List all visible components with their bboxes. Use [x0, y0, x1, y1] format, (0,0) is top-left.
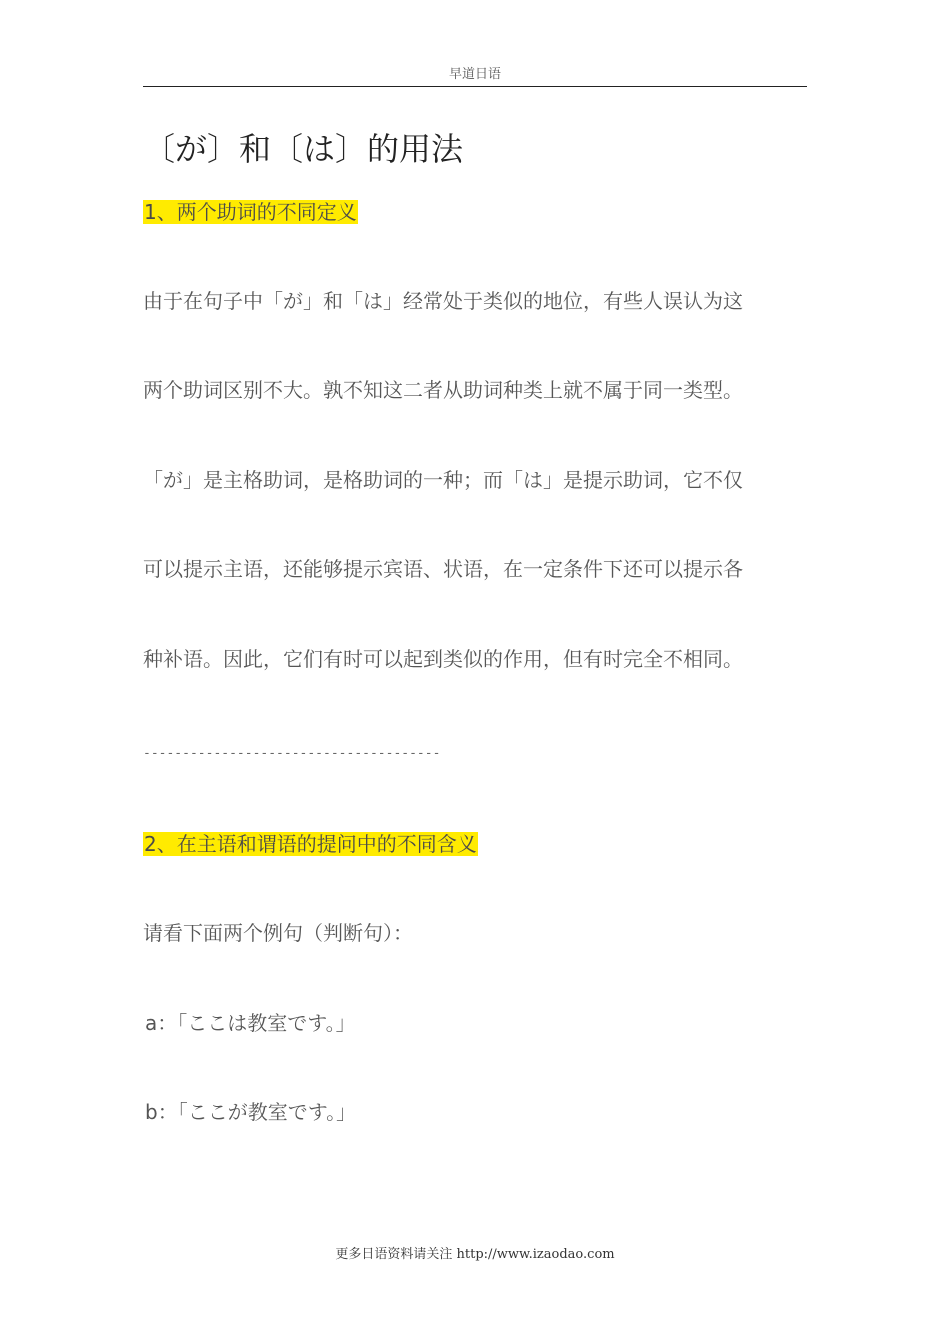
page-header: 早道日语 [143, 64, 807, 87]
section-heading-1 [143, 198, 358, 226]
document-title: 〔が〕和〔は〕的用法 [143, 130, 464, 168]
body-line-3: 「が」是主格助词，是格助词的一种；而「は」是提示助词，它不仅 [143, 468, 743, 492]
body-line-1: 由于在句子中「が」和「は」经常处于类似的地位，有些人误认为这 [143, 289, 743, 313]
body-line-2: 两个助词区别不大。孰不知这二者从助词种类上就不属于同一类型。 [143, 378, 743, 402]
example-b: b：「ここが教室です。」 [145, 1100, 357, 1124]
page-footer: 更多日语资料请关注 http://www.izaodao.com [335, 1247, 615, 1262]
body-line-5: 种补语。因此，它们有时可以起到类似的作用，但有时完全不相同。 [143, 647, 743, 671]
dashed-divider: -------------------------------------- [143, 746, 441, 761]
example-a: a：「ここは教室です。」 [145, 1011, 356, 1035]
section-heading-1-highlight: 1、两个助词的不同定义 [144, 200, 357, 224]
section-heading-2 [143, 830, 478, 858]
section-heading-2-highlight: 2、在主语和谓语的提问中的不同含义 [144, 832, 477, 856]
section2-intro: 请看下面两个例句（判断句）： [143, 921, 413, 945]
body-line-4: 可以提示主语，还能够提示宾语、状语，在一定条件下还可以提示各 [143, 557, 743, 581]
